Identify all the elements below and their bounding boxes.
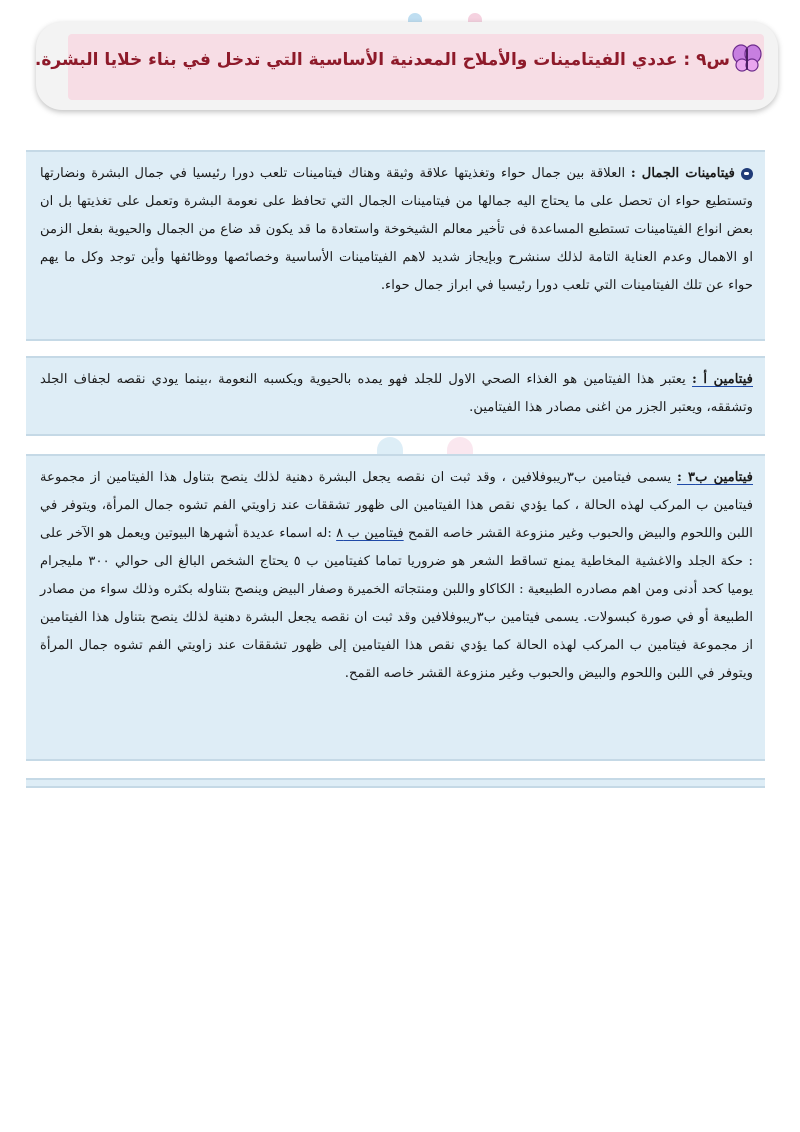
text-block-empty xyxy=(26,778,765,788)
body-vitamin-b3-part1: يسمى فيتامين ب٣ريبوفلافين ، وقد ثبت ان نقصه يجعل البشرة دهنية لذلك ينصح بتناول هذا الفيتامين از مجموعة فيتامين ب المركب لهذه الحالة ، كما يؤدي نقص هذا الفيتامين الى ظهور تشققات عند زاويتي الفم تشوه جمال المرأة، ويتوفر في اللبن واللحوم والبيض والحبوب وغير منزوعة القشر خاصه القمح xyxy=(40,470,753,541)
term-vitamin-a: فيتامين أ : xyxy=(692,372,753,387)
body-vitamin-a: يعتبر هذا الفيتامين هو الغذاء الصحي الاول للجلد فهو يمده بالحيوية ويكسبه النعومة ،بينما يودي نقصه لجفاف الجلد وتشققه، ويعتبر الجزر من اغنى مصادر هذا الفيتامين. xyxy=(40,372,753,415)
paragraph-beauty-vitamins xyxy=(26,152,765,308)
text-block-vitamin-b3 xyxy=(26,454,765,761)
body-vitamin-b3-part2: :له اسماء عديدة أشهرها البيوتين ويعمل هو الآخر على : حكة الجلد والاغشية المخاطية يمنع تساقط الشعر هو ضروريا تماما كفيتامين ب ٥ يحتاج الشخص البالغ الى حوالي ٣٠٠ مليجرام يوميا كحد أدنى ومن اهم مصادره الطبيعية : الكاكاو واللبن ومنتجاته الخميرة وصفار البيض وينصح بتناوله بكثره وذلك سواء من مصادر الطبيعة أو في صورة كبسولات. يسمى فيتامين ب٣ريبوفلافين وقد ثبت ان نقصه يجعل البشرة دهنية لذلك ينصح بتناول هذا الفيتامين از مجموعة فيتامين ب المركب لهذه الحالة كما يؤدي نقص هذا الفيتامين إلى ظهور تشققات عند زاويتي الفم تشوه جمال المرأة ويتوفر في اللبن واللحوم والبيض والحبوب وغير منزوعة القشر خاصه القمح. xyxy=(40,526,753,681)
term-vitamin-b8: فيتامين ب ٨ xyxy=(336,526,404,541)
body-beauty-vitamins: العلاقة بين جمال حواء وتغذيتها علاقة وثيقة وهناك فيتامينات تلعب دورا رئيسيا في جمال البشرة ونضارتها وتستطيع حواء ان تحصل على ما يحتاج اليه جمالها من فيتامينات الجمال التي تحافظ على نعومة البشرة وتعمل على تغذيتها بل ان بعض انواع الفيتامينات تستطيع المساعدة فى تأخير معالم الشيخوخة واستعادة ما قد يكون قد ضاع من الجمال والحيوية بفعل الزمن او الاهمال وعدم العناية التامة لذلك سنشرح وبإيجاز شديد لاهم الفيتامينات الأساسية وخصائصها ووظائفها وأين توجد وكل ما يهم حواء عن تلك الفيتامينات التي تلعب دورا رئيسيا في ابراز جمال حواء. xyxy=(40,166,754,293)
text-block-beauty-vitamins xyxy=(26,150,765,341)
paragraph-vitamin-b3 xyxy=(26,456,765,696)
term-vitamin-b3: فيتامين ب٣ : xyxy=(677,470,753,485)
butterfly-icon xyxy=(732,44,762,72)
bullet-icon xyxy=(741,168,753,180)
term-beauty-vitamins: فيتامينات الجمال : xyxy=(630,166,735,181)
question-title: س٩ : عددي الفيتامينات والأملاح المعدنية الأساسية التي تدخل في بناء خلايا البشرة. xyxy=(34,50,730,70)
